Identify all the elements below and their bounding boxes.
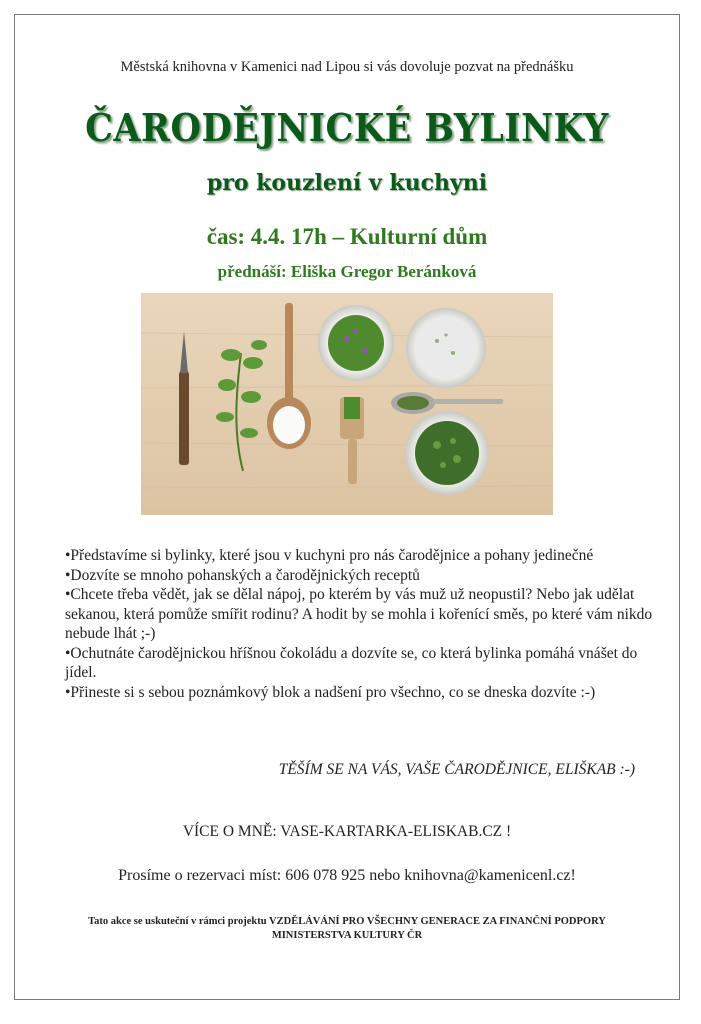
footer-note bbox=[15, 915, 679, 943]
more-info-line: VÍCE O MNĚ: VASE-KARTARKA-ELISKAB.CZ ! bbox=[182, 823, 512, 840]
reservation-line: Prosíme o rezervaci míst: 606 078 925 nebo knihovna@kamenicenl.cz! bbox=[118, 867, 576, 884]
bullet-item: •Představíme si bylinky, které jsou v kuchyni pro nás čarodějnice a pohany jedinečné bbox=[65, 547, 594, 564]
bullet-item: •Přineste si s sebou poznámkový blok a nadšení pro všechno, co se dneska dozvíte :-) bbox=[65, 683, 596, 701]
herbs-photo bbox=[141, 293, 553, 515]
poster-title: ČARODĚJNICKÉ BYLINKY bbox=[85, 105, 609, 150]
footer-line-1: Tato akce se uskuteční v rámci projektu VZDĚLÁVÁNÍ PRO VŠECHNY GENERACE ZA FINANČNÍ PODPORY bbox=[88, 916, 606, 927]
speaker-line: přednáší: Eliška Gregor Beránková bbox=[217, 262, 477, 281]
poster-page bbox=[14, 14, 680, 1000]
bullet-list bbox=[65, 546, 655, 702]
bullet-item: •Dozvíte se mnoho pohanských a čarodějnických receptů bbox=[65, 566, 420, 584]
poster-subtitle: pro kouzlení v kuchyni bbox=[206, 170, 488, 196]
invitation-line: Městská knihovna v Kamenici nad Lipou si vás dovoluje pozvat na přednášku bbox=[120, 59, 574, 75]
closing-line: TĚŠÍM SE NA VÁS, VAŠE ČARODĚJNICE, ELIŠKAB :-) bbox=[278, 761, 635, 778]
knife-handle bbox=[179, 371, 189, 465]
bullet-item: •Chcete třeba vědět, jak se dělal nápoj, po kterém by vás muž už neopustil? Nebo jak udělat sekanou, která pomůže smířit rodinu? A hodit by se mohla i kořenící směs, po které vám nikdo nebude lhát ;-) bbox=[65, 586, 653, 642]
event-time-place: čas: 4.4. 17h – Kulturní dům bbox=[206, 224, 488, 249]
footer-line-2: MINISTERSTVA KULTURY ČR bbox=[271, 930, 423, 941]
bullet-item: •Ochutnáte čarodějnickou hříšnou čokoládu a dozvíte se, co která bylinka pomáhá vnášet do jídel. bbox=[65, 644, 638, 681]
